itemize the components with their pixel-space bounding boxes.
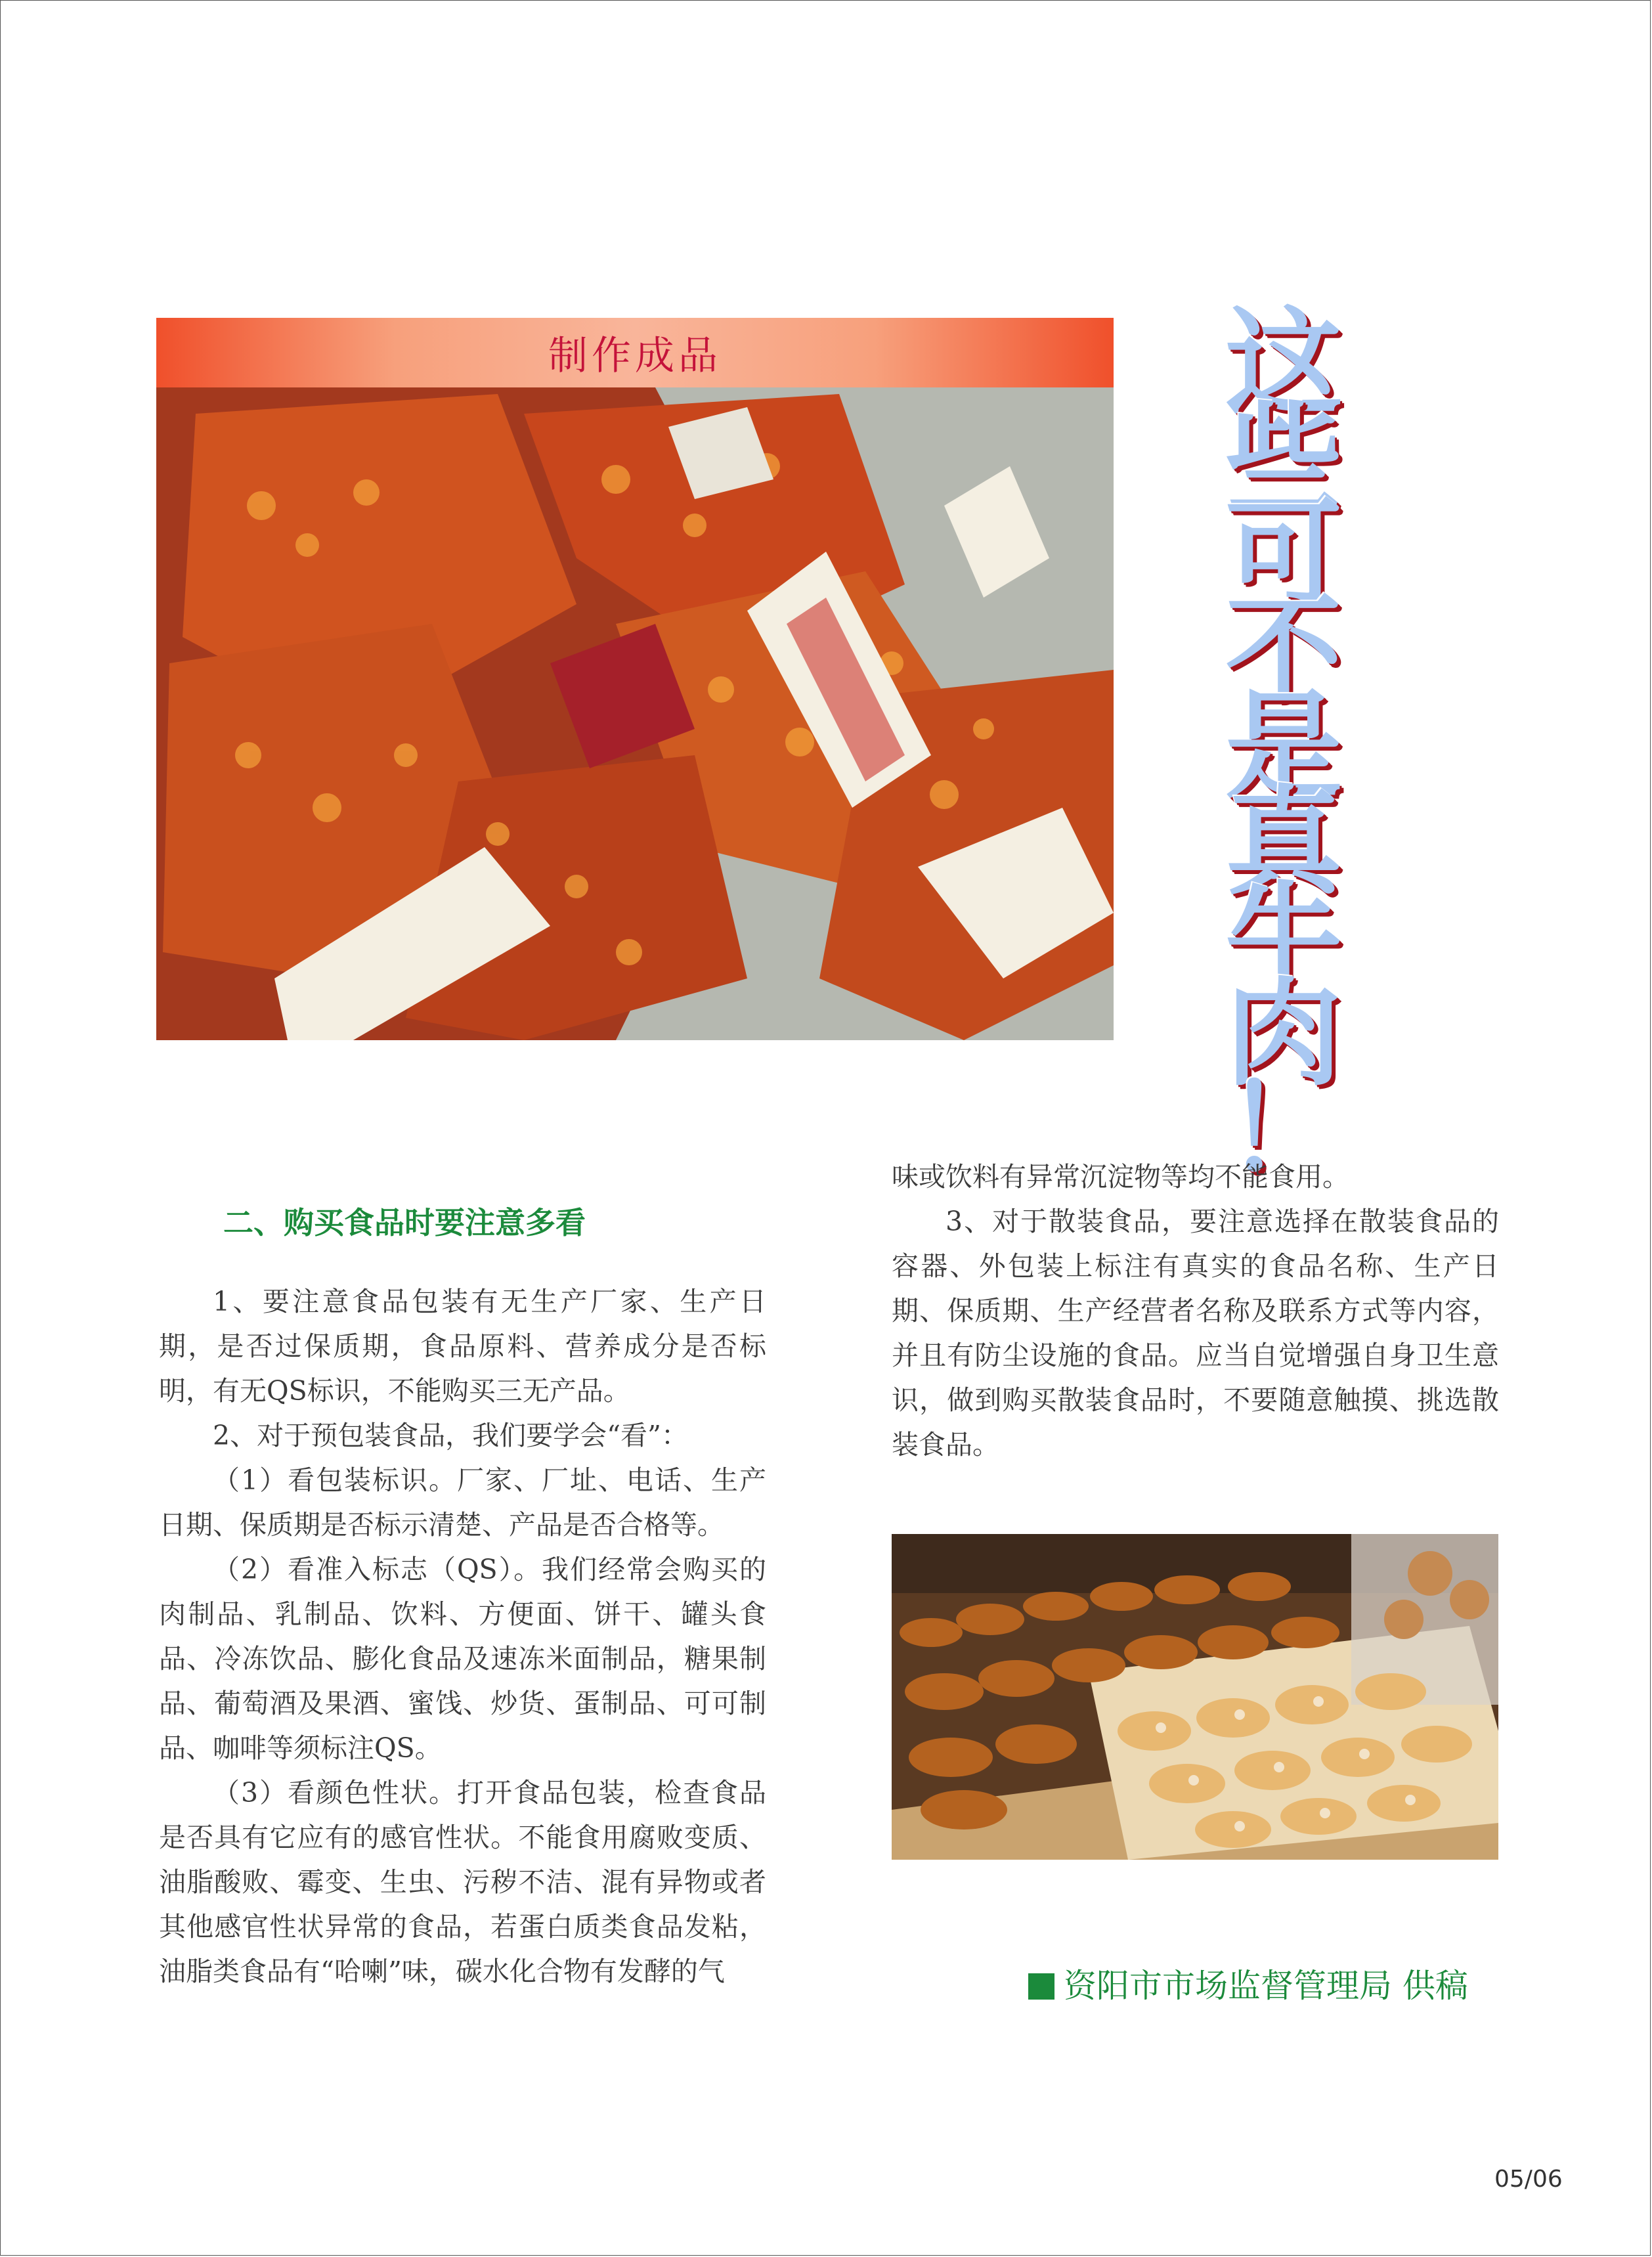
right-column [892, 1154, 1499, 1467]
headline-char: ！ [1225, 1062, 1342, 1198]
paragraph: （1）看包装标识。厂家、厂址、电话、生产日期、保质期是否标示清楚、产品是否合格等。 [159, 1464, 766, 1541]
source-text: 资阳市市场监督管理局 供稿 [1064, 1967, 1468, 2005]
bakery-photo-art [892, 1534, 1498, 1860]
headline-char: 是 [1225, 678, 1342, 814]
source-credit [1028, 1960, 1468, 2007]
square-bullet-icon [1028, 1973, 1054, 2000]
headline-char: 真 [1225, 774, 1342, 910]
snack-photo-art [156, 387, 1114, 1040]
paragraph: （3）看颜色性状。打开食品包装，检查食品是否具有它应有的感官性状。不能食用腐败变质、油脂酸败、霉变、生虫、污秽不洁、混有异物或者其他感官性状异常的食品，若蛋白质类食品发粘，油脂类食品有“哈喇”味，碳水化合物有发酵的气 [159, 1777, 766, 1987]
paragraph: 3、对于散装食品，要注意选择在散装食品的容器、外包装上标注有真实的食品名称、生产日期、保质期、生产经营者名称及联系方式等内容，并且有防尘设施的食品。应当自觉增强自身卫生意识，做到购买散装食品时，不要随意触摸、挑选散装食品。 [892, 1206, 1499, 1460]
paragraph: 2、对于预包装食品，我们要学会“看”： [213, 1420, 689, 1451]
section-title: 二、购买食品时要注意多看 [223, 1205, 586, 1240]
paragraph-continuation: 味或饮料有异常沉淀物等均不能食用。 [892, 1161, 1349, 1193]
left-column [159, 1279, 766, 1994]
headline [1218, 295, 1349, 1198]
paragraph: 1、要注意食品包装有无生产厂家、生产日期，是否过保质期，食品原料、营养成分是否标明，有无QS标识，不能购买三无产品。 [159, 1286, 766, 1407]
snack-photo [156, 318, 1114, 1040]
headline-char: 这 [1225, 295, 1342, 431]
headline-char: 可 [1225, 487, 1342, 623]
headline-char: 肉 [1225, 966, 1342, 1102]
page-number: 05/06 [1494, 2166, 1563, 2193]
headline-char: 牛 [1225, 870, 1342, 1006]
headline-char: 些 [1225, 391, 1342, 527]
photo-banner-text: 制作成品 [548, 333, 722, 379]
headline-char: 不 [1225, 582, 1342, 718]
bakery-photo [892, 1534, 1498, 1860]
paragraph: （2）看准入标志（QS）。我们经常会购买的肉制品、乳制品、饮料、方便面、饼干、罐头食品、冷冻饮品、膨化食品及速冻米面制品，糖果制品、葡萄酒及果酒、蜜饯、炒货、蛋制品、可可制品、咖啡等须标注QS。 [159, 1554, 766, 1764]
